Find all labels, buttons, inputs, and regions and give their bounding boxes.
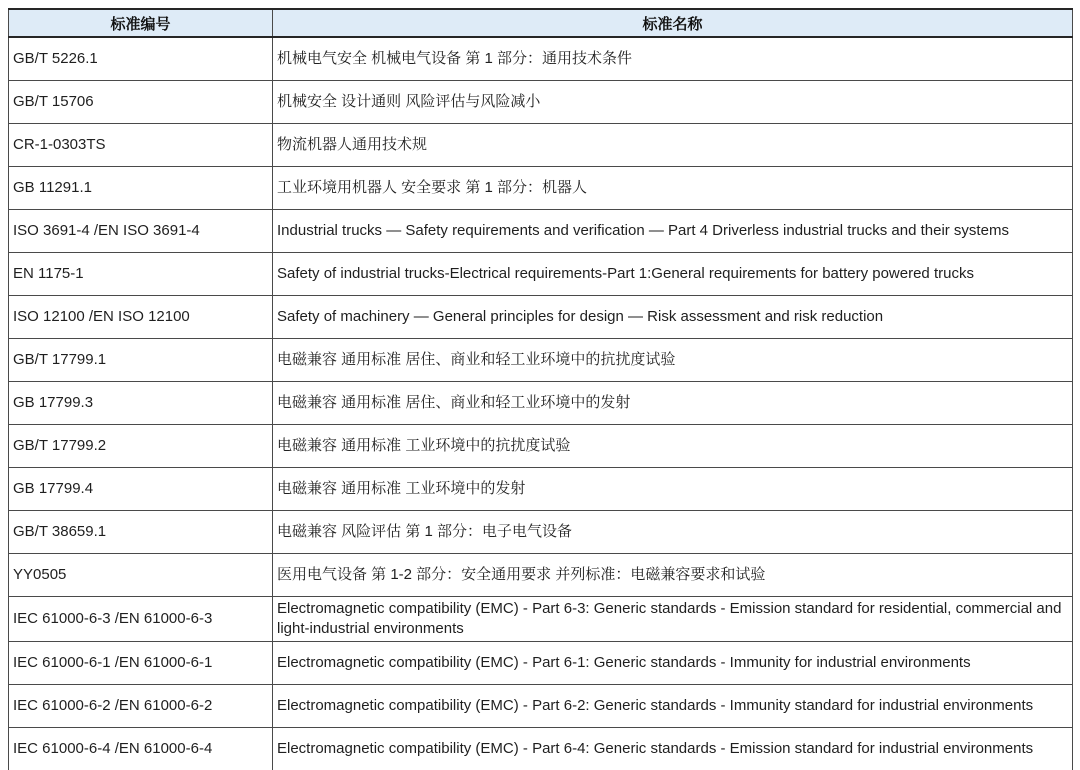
table-row xyxy=(9,467,1073,510)
table-row xyxy=(9,641,1073,684)
standard-name-cell: Electromagnetic compatibility (EMC) - Part 6-2: Generic standards - Immunity standard for industrial environments xyxy=(273,684,1073,727)
standard-name-cell: 电磁兼容 通用标准 工业环境中的抗扰度试验 xyxy=(273,424,1073,467)
table-row xyxy=(9,553,1073,596)
standard-code-cell: GB/T 17799.2 xyxy=(9,424,273,467)
standards-table-body xyxy=(9,37,1073,770)
table-row xyxy=(9,596,1073,641)
standard-name-cell: 机械电气安全 机械电气设备 第 1 部分：通用技术条件 xyxy=(273,37,1073,80)
standard-code-cell: EN 1175-1 xyxy=(9,252,273,295)
column-header-standard-name: 标准名称 xyxy=(273,9,1073,37)
header-row xyxy=(9,9,1073,37)
standard-code-cell: GB/T 17799.1 xyxy=(9,338,273,381)
standard-code-cell: GB 11291.1 xyxy=(9,166,273,209)
table-row xyxy=(9,80,1073,123)
standard-code-cell: IEC 61000-6-2 /EN 61000-6-2 xyxy=(9,684,273,727)
table-row xyxy=(9,381,1073,424)
table-row xyxy=(9,209,1073,252)
table-row xyxy=(9,252,1073,295)
table-row xyxy=(9,424,1073,467)
standard-code-cell: CR-1-0303TS xyxy=(9,123,273,166)
standard-name-cell: Electromagnetic compatibility (EMC) - Part 6-1: Generic standards - Immunity for industrial environments xyxy=(273,641,1073,684)
standard-name-cell: Safety of industrial trucks-Electrical requirements-Part 1:General requirements for battery powered trucks xyxy=(273,252,1073,295)
table-row xyxy=(9,166,1073,209)
table-row xyxy=(9,510,1073,553)
table-row xyxy=(9,123,1073,166)
standard-code-cell: GB/T 38659.1 xyxy=(9,510,273,553)
standard-name-cell: Safety of machinery — General principles for design — Risk assessment and risk reduction xyxy=(273,295,1073,338)
standards-table-header xyxy=(9,9,1073,37)
standard-code-cell: YY0505 xyxy=(9,553,273,596)
table-row xyxy=(9,727,1073,770)
standard-name-cell: 物流机器人通用技术规 xyxy=(273,123,1073,166)
table-row xyxy=(9,37,1073,80)
standards-table xyxy=(8,8,1073,770)
table-row xyxy=(9,295,1073,338)
table-row xyxy=(9,684,1073,727)
standard-code-cell: IEC 61000-6-1 /EN 61000-6-1 xyxy=(9,641,273,684)
table-row xyxy=(9,338,1073,381)
standard-name-cell: 电磁兼容 通用标准 工业环境中的发射 xyxy=(273,467,1073,510)
column-header-standard-code: 标准编号 xyxy=(9,9,273,37)
standard-name-cell: 医用电气设备 第 1-2 部分：安全通用要求 并列标准：电磁兼容要求和试验 xyxy=(273,553,1073,596)
standard-name-cell: Electromagnetic compatibility (EMC) - Part 6-3: Generic standards - Emission standard for residential, commercial and light-industrial environments xyxy=(273,596,1073,641)
standard-name-cell: Industrial trucks — Safety requirements and verification — Part 4 Driverless industrial trucks and their systems xyxy=(273,209,1073,252)
standard-code-cell: ISO 12100 /EN ISO 12100 xyxy=(9,295,273,338)
standard-name-cell: 工业环境用机器人 安全要求 第 1 部分：机器人 xyxy=(273,166,1073,209)
standard-name-cell: 电磁兼容 风险评估 第 1 部分：电子电气设备 xyxy=(273,510,1073,553)
standard-code-cell: IEC 61000-6-3 /EN 61000-6-3 xyxy=(9,596,273,641)
standard-code-cell: GB/T 5226.1 xyxy=(9,37,273,80)
standard-code-cell: ISO 3691-4 /EN ISO 3691-4 xyxy=(9,209,273,252)
standard-code-cell: GB 17799.3 xyxy=(9,381,273,424)
standard-code-cell: GB 17799.4 xyxy=(9,467,273,510)
standard-code-cell: GB/T 15706 xyxy=(9,80,273,123)
standard-name-cell: 电磁兼容 通用标准 居住、商业和轻工业环境中的抗扰度试验 xyxy=(273,338,1073,381)
standard-name-cell: 机械安全 设计通则 风险评估与风险减小 xyxy=(273,80,1073,123)
standard-name-cell: Electromagnetic compatibility (EMC) - Part 6-4: Generic standards - Emission standard for industrial environments xyxy=(273,727,1073,770)
standard-code-cell: IEC 61000-6-4 /EN 61000-6-4 xyxy=(9,727,273,770)
standard-name-cell: 电磁兼容 通用标准 居住、商业和轻工业环境中的发射 xyxy=(273,381,1073,424)
